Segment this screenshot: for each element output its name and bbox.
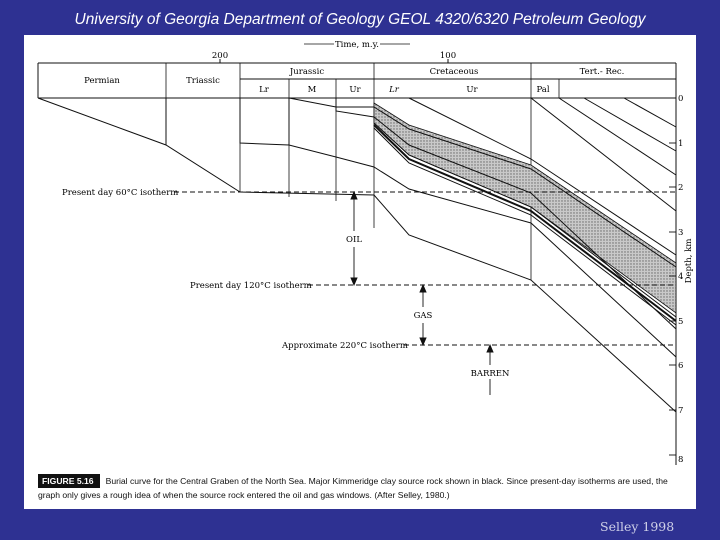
zone-markers	[351, 192, 493, 395]
slide-title: University of Georgia Department of Geology GEOL 4320/6320 Petroleum Geology	[74, 11, 646, 28]
burial-curves	[38, 98, 676, 412]
oil-zone-label: OIL	[346, 235, 362, 245]
time-ticks	[220, 59, 448, 63]
caption-text: Burial curve for the Central Graben of the North Sea. Major Kimmeridge clay source rock shown in black. Since present-day isotherms are used, the graph only gives a rough idea of when the source rock entered the oil and gas windows. (After Selley, 1980.)	[38, 476, 668, 500]
chart-frame	[38, 63, 676, 465]
depth-axis-label: Depth, km	[684, 238, 694, 284]
time-tick-200: 200	[211, 51, 229, 61]
depth-tick-6: 6	[678, 361, 684, 371]
barren-zone-label: BARREN	[470, 369, 510, 379]
depth-tick-5: 5	[678, 317, 684, 327]
burial-curve-diagram	[24, 35, 696, 509]
depth-tick-7: 7	[678, 406, 684, 416]
depth-tick-1: 1	[678, 139, 684, 149]
depth-tick-0: 0	[678, 94, 684, 104]
period-cretaceous: Cretaceous	[429, 67, 479, 77]
isotherm-120-label: Present day 120°C isotherm	[190, 281, 312, 291]
isotherm-220-label: Approximate 220°C isotherm	[282, 341, 408, 351]
gas-zone-label: GAS	[413, 311, 433, 321]
depth-tick-4: 4	[678, 272, 684, 282]
epoch-upper-jurassic: Ur	[349, 85, 361, 95]
depth-tick-8: 8	[678, 455, 684, 465]
depth-tick-3: 3	[678, 228, 684, 238]
isotherm-60-label: Present day 60°C isotherm	[62, 188, 179, 198]
epoch-paleocene: Pal	[536, 85, 550, 95]
period-tertiary-recent: Tert.- Rec.	[579, 67, 625, 77]
credit-text: Selley 1998	[600, 519, 675, 534]
period-jurassic: Jurassic	[289, 67, 325, 77]
figure-number: FIGURE 5.16	[38, 474, 100, 488]
period-triassic: Triassic	[186, 76, 220, 86]
period-permian: Permian	[84, 76, 120, 86]
epoch-lower-cretaceous: Lr	[389, 85, 399, 95]
figure-caption	[38, 474, 690, 502]
time-axis-label: Time, m.y.	[334, 40, 380, 50]
epoch-upper-cretaceous: Ur	[466, 85, 478, 95]
depth-tick-2: 2	[678, 183, 684, 193]
epoch-middle-jurassic: M	[307, 85, 317, 95]
epoch-lower-jurassic: Lr	[259, 85, 269, 95]
time-tick-100: 100	[439, 51, 457, 61]
figure-panel	[24, 35, 696, 509]
